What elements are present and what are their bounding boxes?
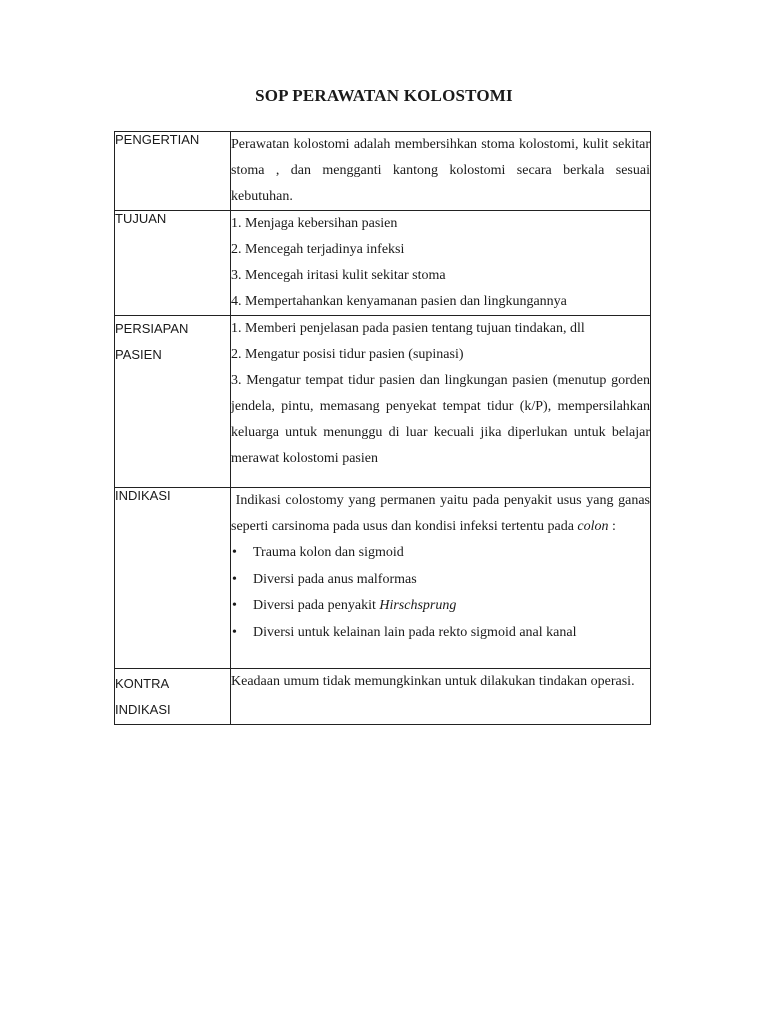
bullet-icon: • [232,624,237,640]
row-label-tujuan: TUJUAN [115,211,167,226]
pengertian-text: Perawatan kolostomi adalah membersihkan stoma kolostomi, kulit sekitar stoma , dan mengganti kantong kolostomi secara berkala sesuai kebutuhan. [231,137,650,204]
bullet-text: Diversi pada penyakit [253,598,380,613]
list-item [231,540,650,567]
bullet-text: Trauma kolon dan sigmoid [253,545,404,560]
row-label-cell [115,316,231,488]
kontra-text: Keadaan umum tidak memungkinkan untuk dilakukan tindakan operasi. [231,674,635,689]
row-content-cell [231,211,651,316]
row-label-cell [115,211,231,316]
bullet-icon: • [232,545,237,560]
tujuan-item: 1. Menjaga kebersihan pasien [231,216,398,231]
indikasi-intro-text: Indikasi colostomy yang permanen yaitu pada penyakit usus yang ganas seperti carsinoma pada usus dan kondisi infeksi tertentu pada [231,493,654,534]
row-label-kontra: KONTRA [115,676,170,691]
row-label-cell [115,669,231,725]
row-label-cell [115,132,231,211]
persiapan-item: 2. Mengatur posisi tidur pasien (supinasi) [231,347,464,362]
sop-table [114,131,654,725]
bullet-text: Diversi pada anus malformas [253,571,417,587]
table-row-tujuan [115,211,651,316]
tujuan-item: 2. Mencegah terjadinya infeksi [231,242,405,257]
list-item [231,620,650,647]
list-item [231,593,650,620]
indikasi-intro-italic: colon [577,519,609,534]
row-label-cell [115,488,231,669]
persiapan-item: 1. Memberi penjelasan pada pasien tentang tujuan tindakan, dll [231,321,585,336]
tujuan-item: 4. Mempertahankan kenyamanan pasien dan lingkungannya [231,294,567,309]
list-item [231,567,650,594]
indikasi-intro [231,488,654,540]
indikasi-intro-end: : [608,519,616,534]
table-row-kontra [115,669,651,725]
bullet-italic-text: Hirschsprung [379,598,457,613]
row-content-cell [231,488,654,669]
table-row-pengertian [115,132,651,211]
bullet-icon: • [232,598,237,613]
row-label-indikasi-2: INDIKASI [115,702,171,717]
row-label-persiapan: PERSIAPAN [115,321,189,336]
row-content-cell [231,132,651,211]
tujuan-item: 3. Mencegah iritasi kulit sekitar stoma [231,268,446,283]
row-label-indikasi: INDIKASI [115,488,171,503]
indikasi-bullet-list [231,540,650,646]
bullet-icon: • [232,571,237,587]
bullet-text: Diversi untuk kelainan lain pada rekto sigmoid anal kanal [253,624,577,640]
row-content-cell [231,316,651,488]
row-label-pengertian: PENGERTIAN [115,132,200,147]
row-content-cell [231,669,651,725]
document-title: SOP PERAWATAN KOLOSTOMI [255,86,513,105]
persiapan-item: 3. Mengatur tempat tidur pasien dan lingkungan pasien (menutup gorden jendela, pintu, memasang penyekat tempat tidur (k/P), mempersilahkan keluarga untuk menunggu di luar kecuali jika diperlukan untuk belajar merawat kolostomi pasien [231,373,650,466]
table-row-persiapan [115,316,651,488]
table-row-indikasi [115,488,651,669]
row-label-pasien: PASIEN [115,347,162,362]
